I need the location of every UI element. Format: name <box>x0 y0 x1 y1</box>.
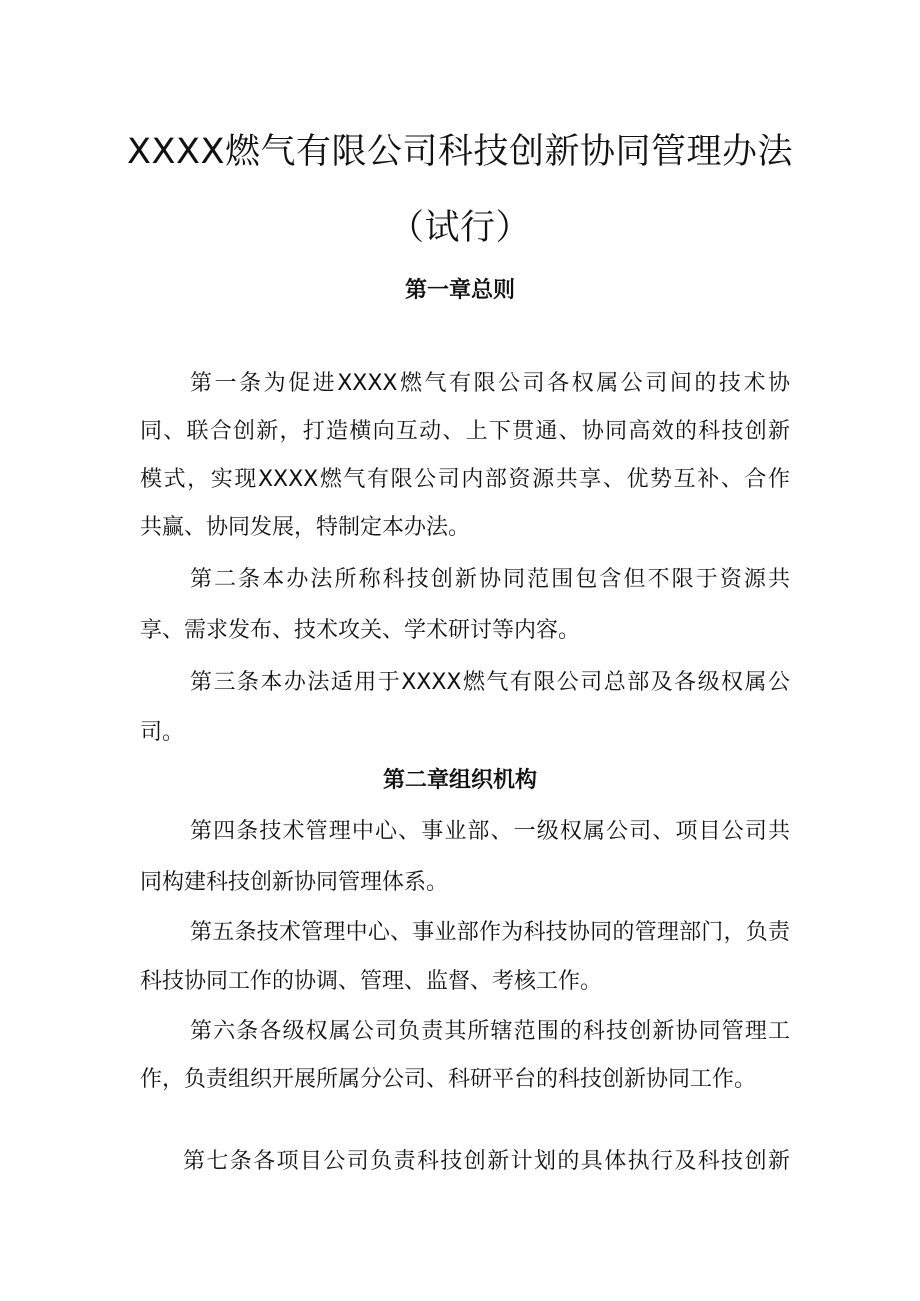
article-2-line-1: 第二条本办法所称科技创新协同范围包含但不限于资源共 <box>190 567 790 592</box>
article-1-line-2: 同、联合创新，打造横向互动、上下贯通、协同高效的科技创新 <box>140 419 790 444</box>
article-4-line-2: 同构建科技创新协同管理体系。 <box>140 870 449 895</box>
document-title: XXXX燃气有限公司科技创新协同管理办法 <box>127 132 793 172</box>
article-6-line-1: 第六条各级权属公司负责其所辖范围的科技创新协同管理工 <box>190 1019 790 1044</box>
document-subtitle: （试行） <box>388 208 531 248</box>
article-3-line-2: 司。 <box>140 720 185 745</box>
article-6-line-2: 作，负责组织开展所属分公司、科研平台的科技创新协同工作。 <box>140 1067 757 1092</box>
chapter-heading-1: 第一章总则 <box>404 278 515 303</box>
article-4-line-1: 第四条技术管理中心、事业部、一级权属公司、项目公司共 <box>190 819 790 844</box>
article-1-line-1: 第一条为促进XXXX燃气有限公司各权属公司间的技术协 <box>190 371 790 396</box>
chapter-heading-2: 第二章组织机构 <box>382 768 537 793</box>
article-5-line-2: 科技协同工作的协调、管理、监督、考核工作。 <box>140 969 603 994</box>
article-1-line-4: 共赢、协同发展，特制定本办法。 <box>140 515 471 540</box>
article-5-line-1: 第五条技术管理中心、事业部作为科技协同的管理部门，负责 <box>190 920 790 945</box>
article-1-line-3: 模式，实现XXXX燃气有限公司内部资源共享、优势互补、合作 <box>140 467 790 492</box>
article-3-line-1: 第三条本办法适用于XXXX燃气有限公司总部及各级权属公 <box>190 670 790 695</box>
article-7-line-1: 第七条各项目公司负责科技创新计划的具体执行及科技创新 <box>183 1149 790 1174</box>
article-2-line-2: 享、需求发布、技术攻关、学术研讨等内容。 <box>140 618 581 643</box>
